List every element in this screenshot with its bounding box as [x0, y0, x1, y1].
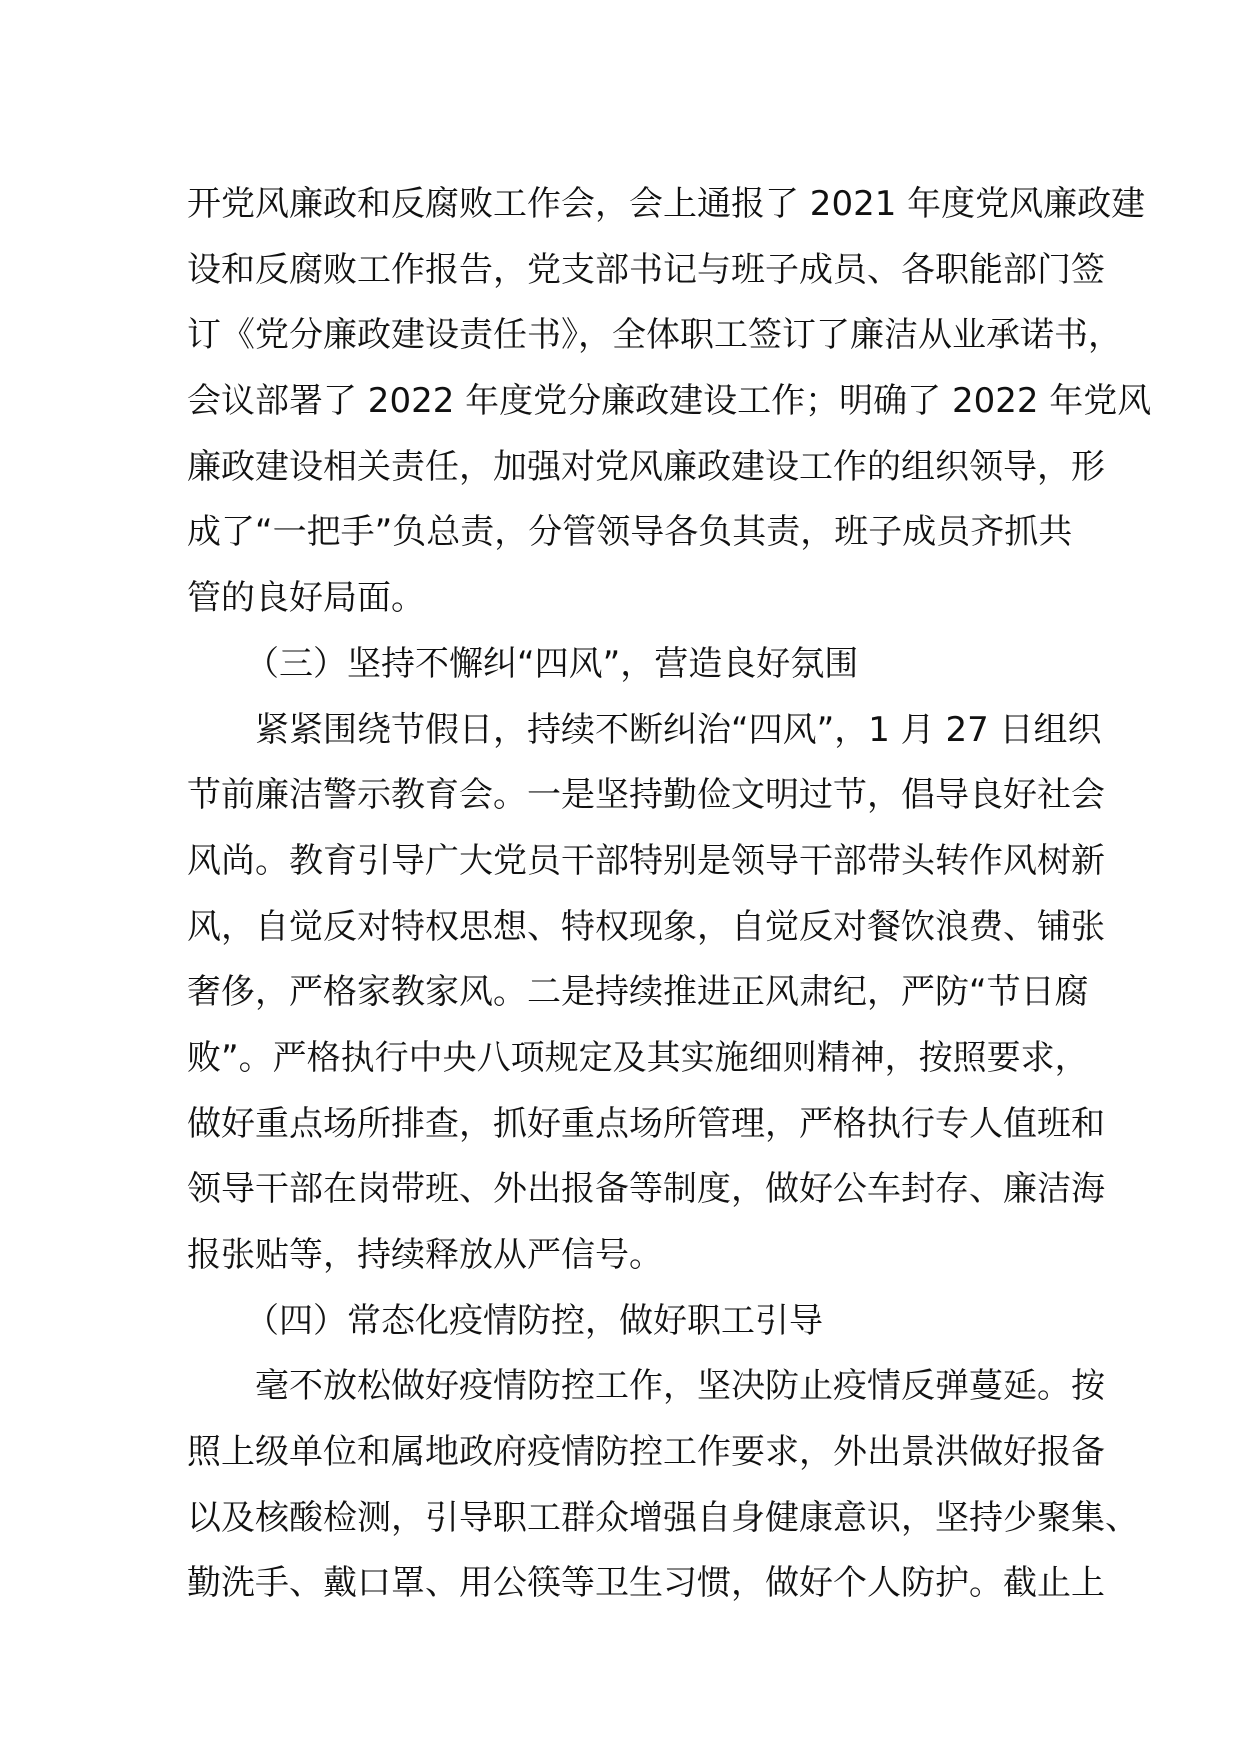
text-line: 节前廉洁警示教育会。一是坚持勤俭文明过节，倡导良好社会: [187, 775, 1105, 816]
text-line: 风，自觉反对特权思想、特权现象，自觉反对餐饮浪费、铺张: [187, 906, 1105, 947]
text-line: 风尚。教育引导广大党员干部特别是领导干部带头转作风树新: [187, 840, 1105, 881]
text-line: 做好重点场所排查，抓好重点场所管理，严格执行专人值班和: [187, 1103, 1105, 1144]
text-line: 毫不放松做好疫情防控工作，坚决防止疫情反弹蔓延。按: [255, 1366, 1105, 1407]
text-line: 成了“一把手”负总责，分管领导各负其责，班子成员齐抓共: [187, 512, 1073, 553]
text-line: 照上级单位和属地政府疫情防控工作要求，外出景洪做好报备: [187, 1432, 1105, 1473]
text-line: 会议部署了 2022 年度党分廉政建设工作；明确了 2022 年党风: [187, 381, 1152, 422]
text-line: 报张贴等，持续释放从严信号。: [187, 1235, 663, 1275]
text-line: 败”。严格执行中央八项规定及其实施细则精神，按照要求，: [187, 1037, 1089, 1078]
text-line: 管的良好局面。: [187, 578, 425, 619]
text-line: 勤洗手、戴口罩、用公筷等卫生习惯，做好个人防护。截止上: [187, 1563, 1105, 1604]
text-line: 领导干部在岗带班、外出报备等制度，做好公车封存、廉洁海: [187, 1169, 1105, 1210]
section-heading-3: （三）坚持不懈纠“四风”，营造良好氛围: [245, 643, 859, 684]
text-line: 订《党分廉政建设责任书》，全体职工签订了廉洁从业承诺书，: [187, 315, 1122, 356]
text-line: 设和反腐败工作报告，党支部书记与班子成员、各职能部门签: [187, 249, 1105, 290]
text-line: 以及核酸检测，引导职工群众增强自身健康意识，坚持少聚集、: [187, 1497, 1139, 1538]
section-heading-4: （四）常态化疫情防控，做好职工引导: [245, 1300, 823, 1341]
text-line: 开党风廉政和反腐败工作会，会上通报了 2021 年度党风廉政建: [187, 184, 1146, 224]
text-line: 廉政建设相关责任，加强对党风廉政建设工作的组织领导，形: [187, 446, 1105, 487]
text-line: 紧紧围绕节假日，持续不断纠治“四风”，1 月 27 日组织: [255, 709, 1102, 750]
text-line: 奢侈，严格家教家风。二是持续推进正风肃纪，严防“节日腐: [187, 972, 1089, 1013]
document-body: [187, 172, 1152, 1617]
